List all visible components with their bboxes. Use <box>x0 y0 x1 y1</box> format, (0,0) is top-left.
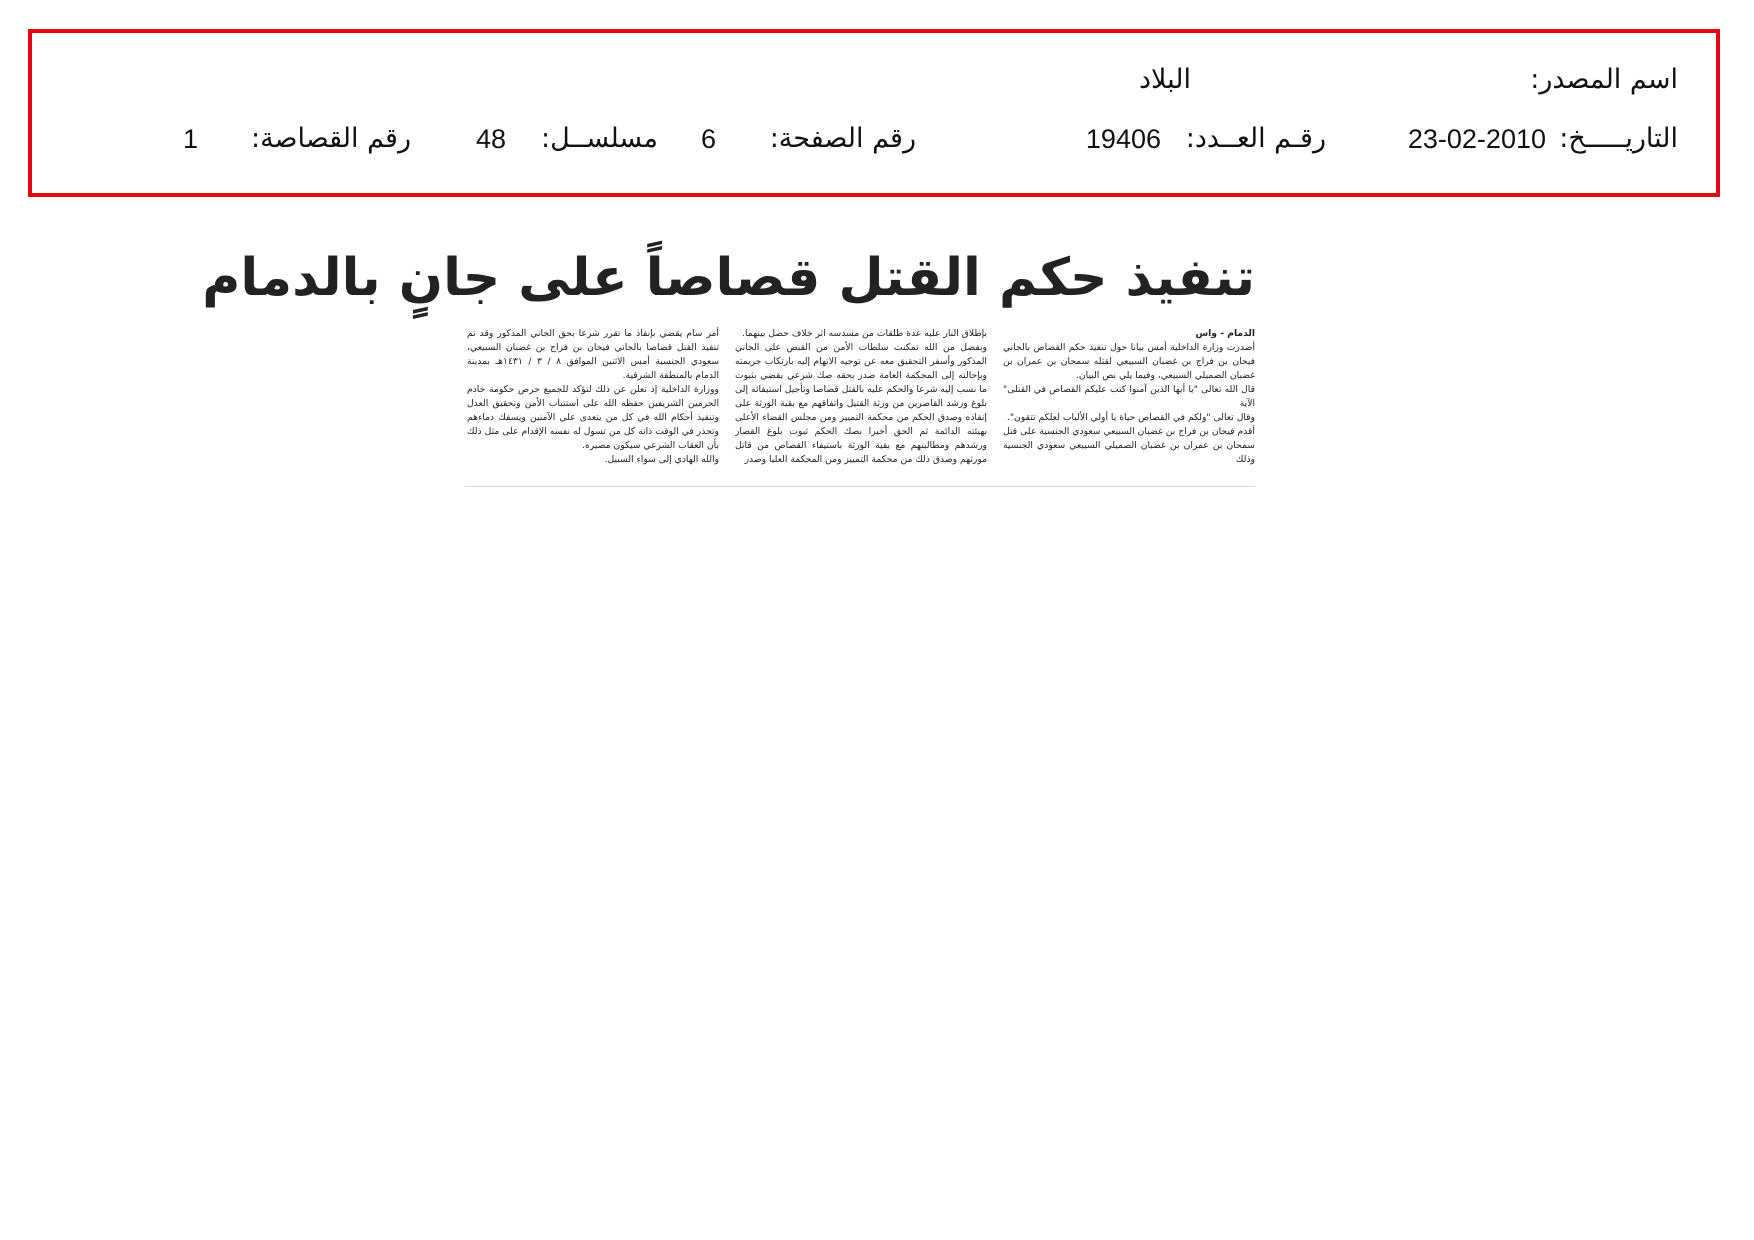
clipping-info-box <box>28 29 1720 197</box>
article-paragraph: أقدم فيحان بن فراج بن غضبان السبيعي سعودي الجنسية على قتل سمحان بن عمران بن غضبان الصميلي السبيعي سعودي الجنسية وذلك <box>1003 426 1255 465</box>
article-paragraph: وبفضل من الله تمكنت سلطات الأمن من القبض على الجاني المذكور وأسفر التحقيق معه عن توجيه الاتهام إليه بارتكاب جريمته وبإحالته إلى المحكمة العامة صدر بحقه صك شرعي يقضي بثبوت ما نسب إليه شرعا والحكم عليه بالقتل قصاصا وتأجيل استيفائه إلى بلوغ ورشد القاصرين من ورثة القتيل واتفاقهم مع بقية الورثة على إنفاذه وصدق الحكم من محكمة التمييز ومن مجلس القضاء الأعلى بهيئته الدائمة ثم الحق أخيرا بصك الحكم ثبوت بلوغ القصار ورشدهم ومطالبتهم مع بقية الورثة باستيفاء القصاص من قاتل مورثهم وصدق ذلك من محكمة التمييز ومن المحكمة العليا وصدر <box>735 342 987 465</box>
page-value: 6 <box>700 124 716 154</box>
article-paragraph: قال الله تعالى "يا أيها الذين آمنوا كتب عليكم القصاص في القتلى" الآية <box>1003 384 1255 409</box>
article-columns <box>465 327 1255 477</box>
source-label: اسم المصدر: <box>1530 64 1678 95</box>
article-paragraph: ووزارة الداخلية إذ تعلن عن ذلك لتؤكد للجميع حرص حكومة خادم الحرمين الشريفين حفظه الله على استتباب الأمن وتحقيق العدل وتنفيذ أحكام الله في كل من يتعدى على الآمنين ويسفك دماءهم وتحذر في الوقت ذاته كل من تسول له نفسه الإقدام على مثل ذلك بأن العقاب الشرعي سيكون مصيره. <box>467 384 719 451</box>
article-column-3 <box>467 327 719 477</box>
issue-label: رقـم العــدد: <box>1185 123 1326 154</box>
article-column-1 <box>1003 327 1255 477</box>
article-dateline: الدمام - واس <box>1195 328 1255 339</box>
article-headline: تنفيذ حكم القتل قصاصاً على جانٍ بالدمام <box>202 248 1255 308</box>
page-label: رقم الصفحة: <box>769 123 916 154</box>
info-row-source <box>32 60 1716 100</box>
clipping-number-label: رقم القصاصة: <box>250 123 411 154</box>
date-label: التاريـــــخ: <box>1559 123 1678 154</box>
article-paragraph: أصدرت وزارة الداخلية أمس بيانا حول تنفيذ حكم القصاص بالجاني فيحان بن فراج بن غضبان السبيعي لقتله سمحان بن عمران بن غضبان الصميلي السبيعي، وفيما يلي نص البيان. <box>1003 342 1255 381</box>
article-paragraph: والله الهادي إلى سواء السبيل. <box>604 454 719 465</box>
article-column-2 <box>735 327 987 477</box>
article-paragraph: أمر سام يقضي بإنفاذ ما تقرر شرعا بحق الجاني المذكور وقد تم تنفيذ القتل قصاصا بالجاني فيحان بن فراج بن غضبان السبيعي، سعودي الجنسية أمس الاثنين الموافق ٨ / ٣ / ١٤٣١هـ بمدينة الدمام بالمنطقة الشرقية. <box>467 328 719 381</box>
date-value: 23-02-2010 <box>1407 124 1546 154</box>
issue-value: 19406 <box>1085 124 1161 154</box>
serial-label: مسلســل: <box>541 123 658 154</box>
serial-value: 48 <box>475 124 506 154</box>
article-paragraph: وقال تعالى "ولكم في القصاص حياة يا أولي الألباب لعلكم تتقون". <box>1006 412 1255 423</box>
article-paragraph: بإطلاق النار عليه عدة طلقات من مسدسه اثر خلاف حصل بينهما. <box>742 328 987 339</box>
newspaper-clipping <box>202 235 1255 490</box>
clipping-bottom-rule <box>465 486 1255 487</box>
info-row-details <box>32 119 1716 159</box>
source-value: البلاد <box>1138 64 1191 95</box>
clipping-number-value: 1 <box>182 124 198 154</box>
